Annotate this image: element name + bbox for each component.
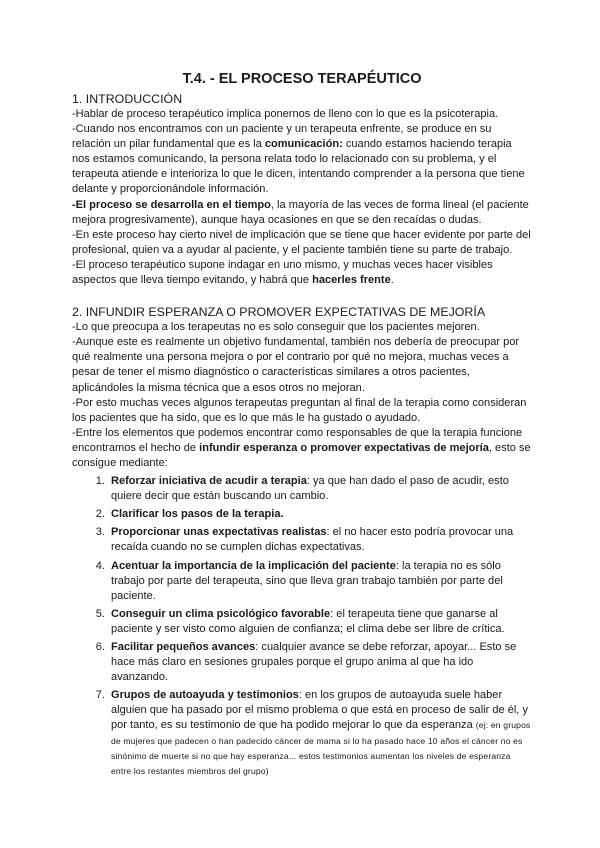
document-page <box>72 70 532 782</box>
paragraph: -El proceso se desarrolla en el tiempo, la mayoría de las veces de forma lineal (el paciente mejora progresivamente), aunque haya ocasiones en que se den recaídas o dudas. <box>72 198 529 226</box>
section-2-heading: 2. INFUNDIR ESPERANZA O PROMOVER EXPECTATIVAS DE MEJORÍA <box>72 305 486 320</box>
paragraph: -Por esto muchas veces algunos terapeutas preguntan al final de la terapia como consideran los pacientes que ha sido, que es lo que más le ha gustado o ayudado. <box>72 396 527 424</box>
document-title: T.4. - EL PROCESO TERAPÉUTICO <box>182 71 422 87</box>
list-item: 2. Clarificar los pasos de la terapia. <box>108 507 532 522</box>
list-item: 5. Conseguir un clima psicológico favorable: el terapeuta tiene que ganarse al paciente y ser visto como alguien de confianza; el clima debe ser libre de crítica. <box>108 607 532 637</box>
paragraph: -Aunque este es realmente un objetivo fundamental, también nos debería de preocupar por qué realmente una persona mejora o por el contrario por qué no mejora, muchas veces a pesar de tener el mismo diagnóstico o características similares a otros pacientes, aplicándoles la misma técnica que a esos otros no mejoran. <box>72 336 520 394</box>
paragraph: -En este proceso hay cierto nivel de implicación que se tiene que hacer evidente por parte del profesional, quien va a ayudar al paciente, y el paciente también tiene su parte de trabajo. <box>72 228 531 256</box>
numbered-list <box>72 474 532 779</box>
paragraph: -El proceso terapéutico supone indagar en uno mismo, y muchas veces hacer visibles aspectos que lleva tiempo evitando, y habrá que hacerles frente. <box>72 258 493 287</box>
list-item: 4. Acentuar la importancia de la implicación del paciente: la terapia no es sólo trabajo por parte del terapeuta, sino que lleva gran trabajo también por parte del paciente. <box>108 559 532 604</box>
list-item: 1. Reforzar iniciativa de acudir a terapia: ya que han dado el paso de acudir, esto quiere decir que están buscando un cambio. <box>108 474 532 504</box>
list-item: 7. Grupos de autoayuda y testimonios: en los grupos de autoayuda suele haber alguien que ha pasado por el mismo problema o que está en proceso de salir de él, y por tanto, es su testimonio de que ha podido mejorar lo que da esperanza (ej: en grupos de mujeres que padecen o han padecido cáncer de mama si lo ha pasado hace 10 años el cáncer no es sinónimo de muerte si no que hay esperanza... estos testimonios aumentan los niveles de esperanza entre los restantes miembros del grupo) <box>108 688 532 779</box>
list-item: 6. Facilitar pequeños avances: cualquier avance se debe reforzar, apoyar... Esto se hace más claro en sesiones grupales porque el grupo anima al que ha ido avanzando. <box>108 640 532 685</box>
section-1-heading: 1. INTRODUCCIÓN <box>72 92 183 106</box>
paragraph: -Cuando nos encontramos con un paciente y un terapeuta enfrente, se produce en su relación un pilar fundamental que es la comunicación: cuando estamos haciendo terapia nos estamos comunicando, la persona relata todo lo relacionado con su problema, y el terapeuta atiende e interioriza lo que le dicen, intentando comprender a la persona que tiene delante y proporcionándole información. <box>72 123 525 196</box>
example-note: (ej: en grupos de mujeres que padecen o han padecido cáncer de mama si lo ha pasado hace 10 años el cáncer no es sinónimo de muerte si no que hay esperanza... estos testimonios aumentan los niveles de esperanza entre los restantes miembros del grupo) <box>111 720 531 776</box>
list-item: 3. Proporcionar unas expectativas realistas: el no hacer esto podría provocar una recaída cuando no se cumplen dichas expectativas. <box>108 525 532 555</box>
paragraph: -Lo que preocupa a los terapeutas no es solo conseguir que los pacientes mejoren. <box>72 321 480 334</box>
paragraph: -Hablar de proceso terapéutico implica ponernos de lleno con lo que es la psicoterapia. <box>72 108 499 120</box>
paragraph: -Entre los elementos que podemos encontrar como responsables de que la terapia funcione encontramos el hecho de infundir esperanza o promover expectativas de mejoría, esto se consigue mediante: <box>72 426 531 469</box>
